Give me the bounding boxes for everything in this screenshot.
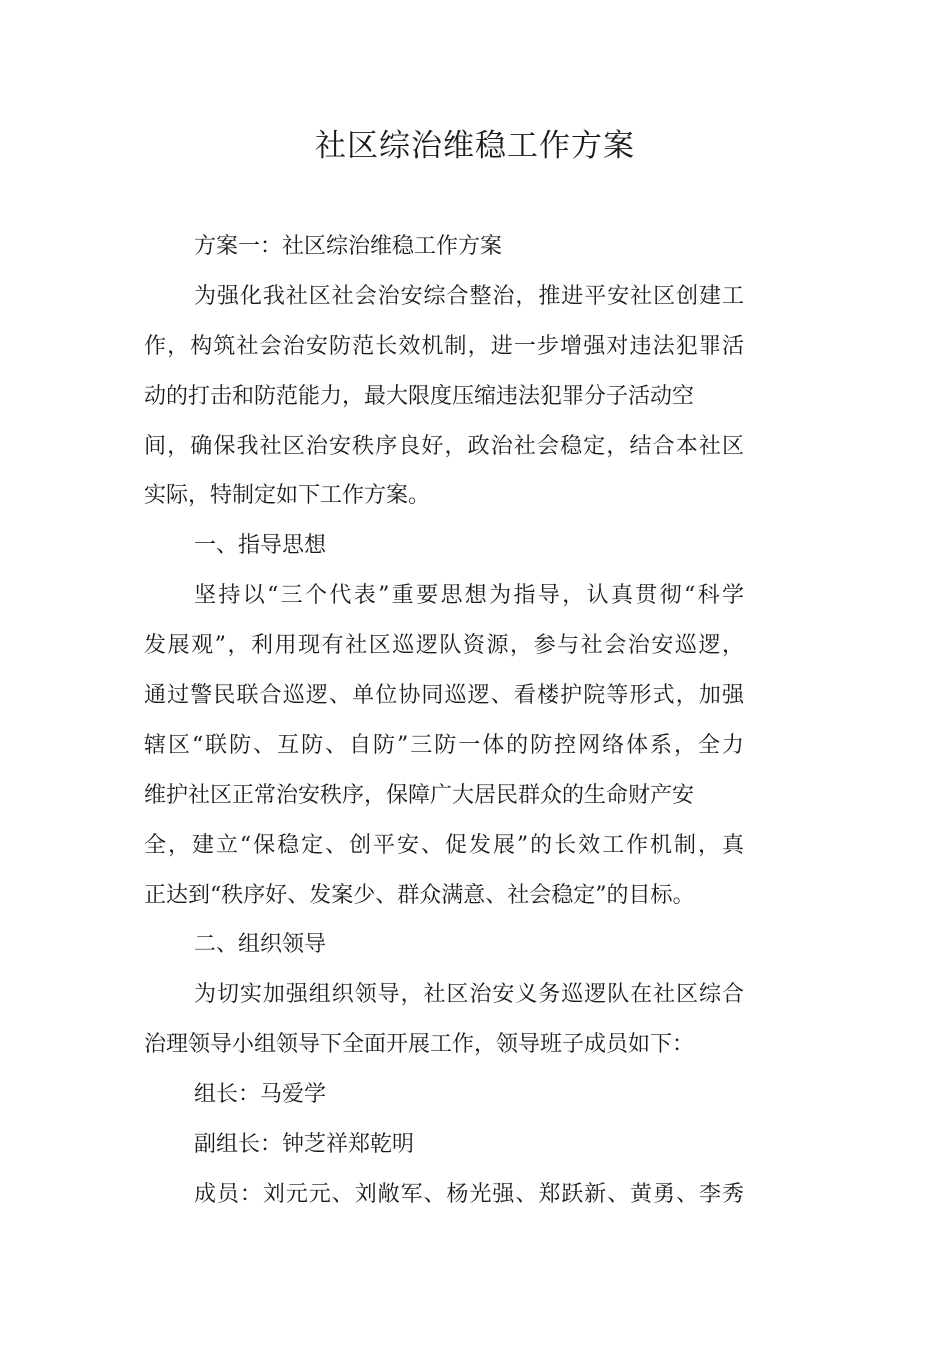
text-line: 二、组织领导 [194,932,327,958]
text-line: 治理领导小组领导下全面开展工作，领导班子成员如下： [144,1032,695,1058]
text-line: 坚持以“三个代表”重要思想为指导，认真贯彻“科学 [194,583,744,609]
text-line: 正达到“秩序好、发案少、群众满意、社会稳定”的目标。 [144,882,695,908]
text-line: 间，确保我社区治安秩序良好，政治社会稳定，结合本社区 [144,433,744,459]
text-line: 动的打击和防范能力，最大限度压缩违法犯罪分子活动空 [144,383,695,409]
document-title: 社区综治维稳工作方案 [315,128,635,164]
text-line: 副组长：钟芝祥郑乾明 [194,1132,415,1158]
text-line: 发展观”，利用现有社区巡逻队资源，参与社会治安巡逻， [144,633,744,659]
text-line: 方案一：社区综治维稳工作方案 [194,234,503,259]
text-line: 一、指导思想 [194,533,327,559]
text-line: 为切实加强组织领导，社区治安义务巡逻队在社区综合 [194,982,744,1008]
text-line: 作，构筑社会治安防范长效机制，进一步增强对违法犯罪活 [144,333,744,359]
text-line: 为强化我社区社会治安综合整治，推进平安社区创建工 [194,283,744,309]
text-line: 实际，特制定如下工作方案。 [144,483,431,509]
text-line: 全，建立“保稳定、创平安、促发展”的长效工作机制，真 [144,832,744,858]
text-line: 通过警民联合巡逻、单位协同巡逻、看楼护院等形式，加强 [144,683,744,709]
text-line: 辖区“联防、互防、自防”三防一体的防控网络体系，全力 [144,732,744,758]
text-line: 维护社区正常治安秩序，保障广大居民群众的生命财产安 [144,782,695,808]
document-body [144,222,744,1220]
text-line: 成员：刘元元、刘敞军、杨光强、郑跃新、黄勇、李秀 [194,1181,744,1207]
text-line: 组长：马爱学 [194,1082,327,1108]
